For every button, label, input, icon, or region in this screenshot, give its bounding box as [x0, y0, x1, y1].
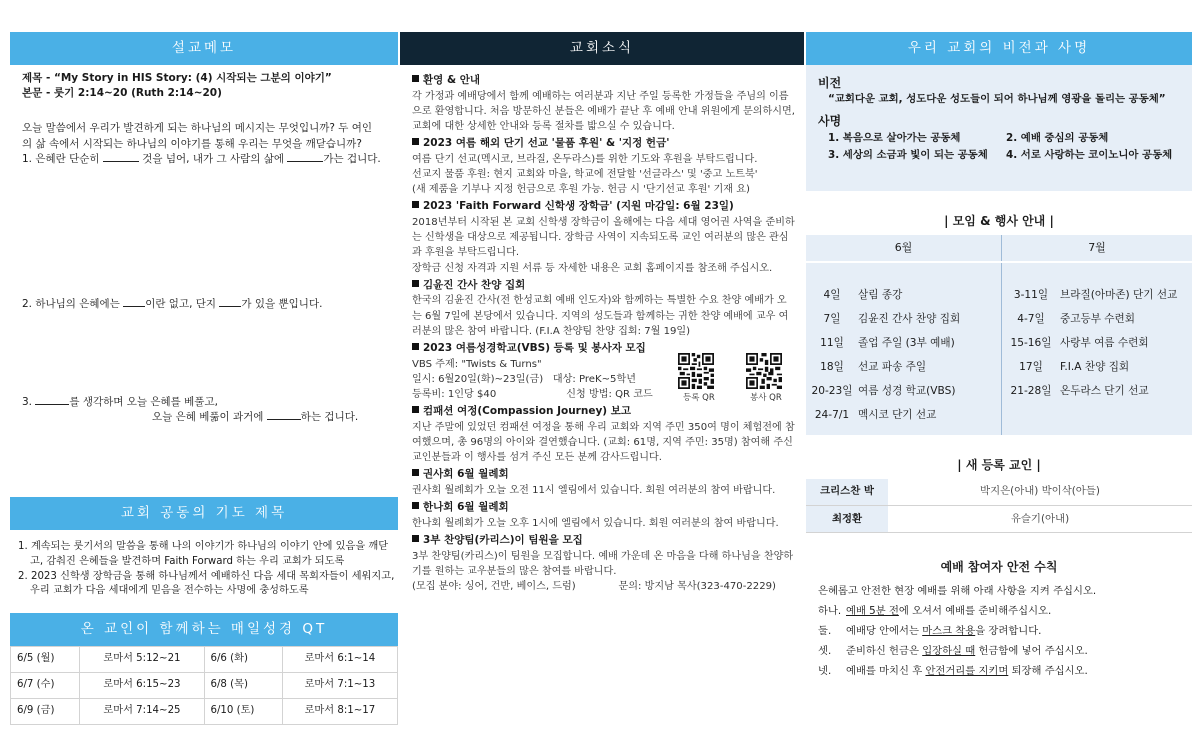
list-item: 15-16일 사랑부 여름 수련회	[1010, 336, 1149, 349]
qt-date: 6/5 (월)	[11, 647, 80, 673]
news-body: 등록비: 1인당 $40 신청 방법: QR 코드	[412, 388, 653, 400]
table-row	[806, 506, 1192, 533]
bullet-square-icon	[412, 343, 419, 350]
news-title: 권사회 6월 월례회	[412, 467, 796, 483]
sermon-title: 제목 - “My Story in HIS Story: (4) 시작되는 그분의 이야기”	[22, 72, 332, 84]
bullet-square-icon	[412, 201, 419, 208]
events-title: | 모임 & 행사 안내 |	[944, 214, 1054, 228]
news-body: 각 가정과 예배당에서 함께 예배하는 여러분과 지난 주일 등록한 가정들을 주님의 이름으로 환영합니다. 처음 방문하신 분들은 예배가 끝난 후 예배 안내 위원에게 문의하시면, 교회에 대한 상세한 안내와 등록 절차를 밟으실 수 있습니다.	[412, 90, 795, 133]
vision-column	[806, 32, 1192, 681]
question-1	[22, 152, 388, 167]
list-item: 18일 선교 파송 주일	[820, 360, 927, 373]
qt-date: 6/10 (토)	[204, 699, 282, 725]
news-body: 한나회 월례회가 오늘 오후 1시에 엘림에서 있습니다. 회원 여러분의 참여 바랍니다.	[412, 517, 779, 529]
bullet-square-icon	[412, 535, 419, 542]
mission-item: 4. 서로 사랑하는 코이노니아 공동체	[1006, 148, 1173, 161]
prayer-header: 교회 공동의 기도 제목	[10, 497, 398, 530]
news-title: 환영 & 안내	[412, 73, 796, 89]
sermon-memo-header: 설교메모	[10, 32, 398, 65]
news-title: 3부 찬양팀(카리스)이 팀원을 모집	[412, 533, 796, 549]
list-item: 11일 졸업 주일 (3부 예배)	[820, 336, 955, 349]
bullet-square-icon	[412, 502, 419, 509]
june-header: 6월	[806, 235, 1002, 261]
q2-text: 가 있을 뿐입니다.	[241, 298, 323, 310]
qt-date: 6/7 (수)	[11, 673, 80, 699]
news-body: 여름 단기 선교(멕시코, 브라질, 온두라스)를 위한 기도와 후원을 부탁드립니다.	[412, 153, 758, 165]
qt-date: 6/8 (목)	[204, 673, 282, 699]
news-title: 컴패션 여정(Compassion Journey) 보고	[412, 404, 796, 420]
church-news-header: 교회소식	[400, 32, 804, 65]
table-row	[11, 647, 398, 673]
q1-text: 1. 은혜란 단순히	[22, 152, 100, 165]
new-members-title: | 새 등록 교인 |	[957, 458, 1041, 473]
list-item: 21-28일 온두라스 단기 선교	[1010, 384, 1149, 397]
table-row	[806, 479, 1192, 506]
list-item: 셋. 준비하신 헌금은 입장하실 때 헌금함에 넣어 주십시오.	[818, 644, 1088, 657]
news-body: (새 제품을 기부나 지정 헌금으로 후원 가능. 헌금 시 '단기선교 후원' 기재 요)	[412, 184, 750, 196]
news-body: 선교지 물품 후원: 현지 교회와 마을, 학교에 전달할 '선글라스' 및 '중고 노트북'	[412, 169, 758, 181]
bullet-square-icon	[412, 75, 419, 82]
prayer-list	[10, 530, 398, 613]
news-column	[400, 32, 804, 594]
vision-mission-box	[806, 65, 1192, 191]
qt-passage: 로마서 8:1~17	[282, 699, 397, 725]
qt-passage: 로마서 7:14~25	[80, 699, 204, 725]
mission-item: 3. 세상의 소금과 빛이 되는 공동체	[828, 148, 988, 161]
volunteer-qr-icon[interactable]	[746, 353, 782, 389]
q3-text: 오늘 은혜 베풂이 과거에	[152, 411, 264, 424]
safety-rules	[806, 581, 1192, 681]
qt-table	[10, 646, 398, 725]
question-3	[22, 395, 392, 425]
mission-item: 1. 복음으로 살아가는 공동체	[828, 131, 961, 144]
qt-date: 6/9 (금)	[11, 699, 80, 725]
list-item: 3-11일 브라질(아마존) 단기 선교	[1013, 288, 1178, 301]
news-body: 한국의 김윤진 간사(전 한성교회 예배 인도자)와 함께하는 특별한 수요 찬양 예배가 오는 6월 7일에 본당에서 있습니다. 지역의 성도들과 함께하는 귀한 찬양 예배에 교우 여러분의 많은 참여 바랍니다. (F.I.A 찬양팀 찬양 집회: 7월 19일)	[412, 295, 789, 337]
qt-passage: 로마서 7:1~13	[282, 673, 397, 699]
news-body: 지난 주말에 있었던 컴패션 여정을 통해 우리 교회와 지역 주민 350여 명이 체험전에 참여했으며, 총 96명의 아이와 결연했습니다. (교회: 61명, 지역 주민: 35명) 참여해 주신 교인분들과 이 행사를 섬겨 주신 모든 분께 감사드립니다.	[412, 421, 795, 464]
member-family: 박지은(아내) 박이삭(아들)	[888, 479, 1192, 506]
list-item: 7일 김윤진 간사 찬양 집회	[823, 312, 961, 325]
news-body: 3부 찬양팀(카리스)이 팀원을 모집합니다. 예배 가운데 온 마음을 다해 하나님을 찬양하기를 원하는 교우분들의 많은 참여를 바랍니다.	[412, 550, 794, 577]
member-family: 유슬기(아내)	[888, 506, 1192, 533]
fill-blank	[287, 152, 323, 162]
table-row	[11, 673, 398, 699]
news-title: 한나회 6월 월례회	[412, 500, 796, 516]
prayer-item: 1. 계속되는 룻기서의 말씀을 통해 나의 이야기가 하나님의 이야기 안에 있음을 깨닫고, 감춰진 은혜들을 발견하며 Faith Forward 하는 우리 교회가 되도록	[18, 541, 389, 567]
sermon-column	[10, 32, 398, 725]
vision-label: 비전	[818, 76, 842, 90]
intro-line: 의 삶 속에서 시작되는 하나님의 이야기를 통해 우리는 무엇을 깨닫습니까?	[22, 137, 362, 150]
rules-intro: 은혜롭고 안전한 현장 예배를 위해 아래 사항을 지켜 주십시오.	[818, 584, 1097, 597]
q3-text: 를 생각하며 오늘 은혜를 베풀고,	[69, 396, 218, 408]
bullet-square-icon	[412, 406, 419, 413]
q1-text: 가는 겁니다.	[323, 152, 381, 165]
bullet-square-icon	[412, 280, 419, 287]
qr-caption: 봉사 QR	[750, 392, 782, 403]
news-title: 김윤진 간사 찬양 집회	[412, 278, 796, 294]
mission-item: 2. 예배 중심의 공동체	[1006, 131, 1109, 144]
sermon-text: 본문 - 룻기 2:14~20 (Ruth 2:14~20)	[22, 87, 222, 100]
qt-passage: 로마서 5:12~21	[80, 647, 204, 673]
qr-caption: 등록 QR	[683, 392, 715, 403]
table-row	[11, 699, 398, 725]
qt-passage: 로마서 6:1~14	[282, 647, 397, 673]
fill-blank	[123, 297, 145, 307]
q3-text: 하는 겁니다.	[300, 411, 359, 424]
list-item: 넷. 예배를 마치신 후 안전거리를 지키며 퇴장해 주십시오.	[818, 664, 1088, 677]
list-item: 둘. 예배당 안에서는 마스크 착용을 장려합니다.	[818, 624, 1042, 637]
sermon-memo	[10, 65, 398, 497]
q2-text: 2. 하나님의 은혜에는	[22, 298, 120, 310]
vision-text: “교회다운 교회, 성도다운 성도들이 되어 하나님께 영광을 돌리는 공동체”	[828, 93, 1166, 106]
bullet-square-icon	[412, 138, 419, 145]
intro-line: 오늘 말씀에서 우리가 발견하게 되는 하나님의 메시지는 무엇입니까? 두 여인	[22, 122, 373, 135]
q1-text: 것을 넘어, 내가 그 사람의 삶에	[142, 152, 284, 165]
july-events	[1002, 263, 1192, 435]
list-item: 17일 F.I.A 찬양 집회	[1019, 360, 1130, 373]
sermon-intro	[22, 121, 388, 167]
list-item: 4-7일 중고등부 수련회	[1017, 312, 1136, 325]
qt-passage: 로마서 6:15~23	[80, 673, 204, 699]
registration-qr-icon[interactable]	[678, 353, 714, 389]
member-name: 최정환	[806, 506, 888, 533]
fill-blank	[103, 152, 139, 162]
member-name: 크리스찬 박	[806, 479, 888, 506]
news-body: 일시: 6월20일(화)~23일(금) 대상: PreK~5학년	[412, 373, 636, 385]
mission-label: 사명	[818, 114, 842, 129]
fill-blank	[35, 395, 69, 405]
question-2	[22, 297, 322, 312]
qt-header: 온 교인이 함께하는 매일성경 QT	[10, 613, 398, 646]
safety-rules-title: 예배 참여자 안전 수칙	[940, 560, 1058, 575]
news-title: 2023 'Faith Forward 신학생 장학금' (지원 마감일: 6월 23일)	[412, 199, 796, 215]
events-table	[806, 235, 1192, 435]
fill-blank	[267, 410, 301, 420]
qt-date: 6/6 (화)	[204, 647, 282, 673]
q2-text: 이란 없고, 단지	[145, 298, 217, 310]
news-title: 2023 여름 해외 단기 선교 '물품 후원' & '지정 헌금'	[412, 136, 796, 152]
list-item: 하나. 예배 5분 전에 오셔서 예배를 준비해주십시오.	[818, 604, 1052, 617]
news-body: 권사회 월례회가 오늘 오전 11시 엘림에서 있습니다. 회원 여러분의 참여 바랍니다.	[412, 484, 776, 496]
vbs-info	[412, 357, 796, 402]
news-body: 장학금 신청 자격과 지원 서류 등 자세한 내용은 교회 홈페이지를 참조해 주십시오.	[412, 262, 773, 274]
prayer-item: 2. 2023 신학생 장학금을 통해 하나님께서 예배하신 다음 세대 목회자들이 세워지고, 우리 교회가 다음 세대에게 믿음을 전수하는 사명에 충성하도록	[18, 570, 395, 597]
q3-text: 3.	[22, 396, 33, 408]
news-body: (모집 분야: 싱어, 건반, 베이스, 드럼) 문의: 방지남 목사(323-470-2229)	[412, 580, 776, 592]
fill-blank	[219, 297, 241, 307]
list-item: 4일 살림 종강	[823, 288, 903, 301]
new-members-table	[806, 479, 1192, 534]
bullet-square-icon	[412, 469, 419, 476]
news-body: 2018년부터 시작된 본 교회 신학생 장학금이 올해에는 다음 세대 영어권 사역을 준비하는 신학생을 대상으로 제공됩니다. 장학금 사역이 지속되도록 교인 여러분의 많은 관심과 후원을 부탁드립니다.	[412, 217, 795, 259]
july-header: 7월	[1002, 235, 1192, 261]
news-body: VBS 주제: "Twists & Turns"	[412, 358, 542, 370]
list-item: 24-7/1 멕시코 단기 선교	[814, 408, 937, 421]
church-news	[400, 65, 804, 594]
news-title: 2023 여름성경학교(VBS) 등록 및 봉사자 모집	[412, 341, 796, 357]
june-events	[806, 263, 1002, 435]
mission-list	[818, 131, 1182, 163]
vision-mission-header: 우리 교회의 비전과 사명	[806, 32, 1192, 65]
list-item: 20-23일 여름 성경 학교(VBS)	[811, 384, 956, 397]
